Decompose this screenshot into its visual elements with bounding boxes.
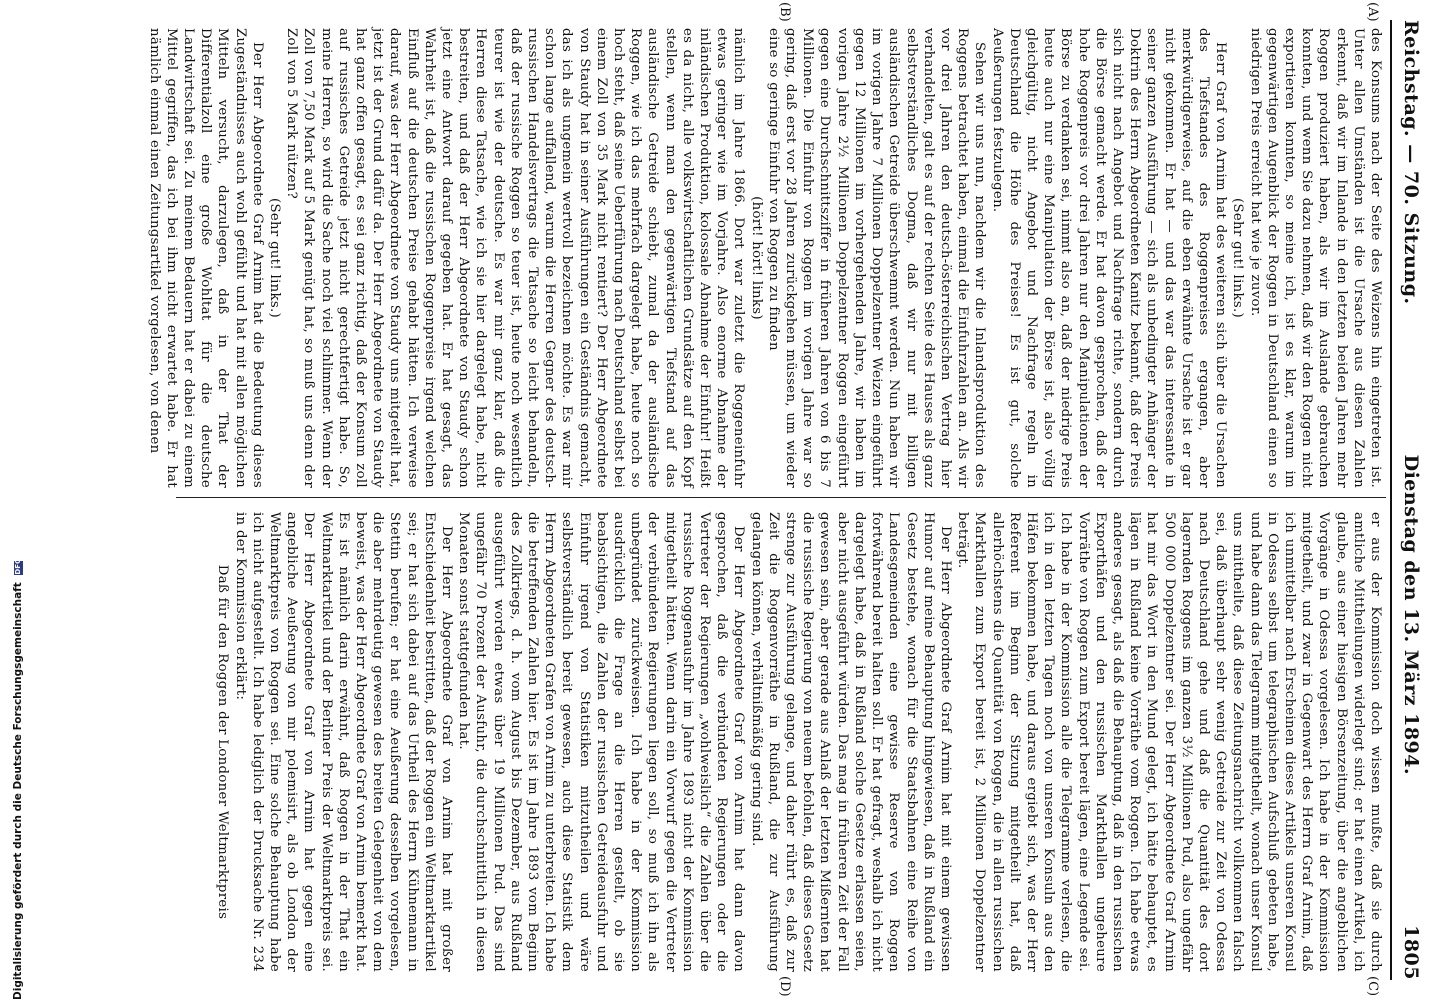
interjection: Daß für den Roggen der Londoner Weltmarktpreis: [215, 564, 231, 920]
interjection: (hört! hört! links): [748, 196, 764, 320]
column-divider: [176, 497, 1386, 498]
paragraph: Der Herr Abgeordnete Graf von Arnim hat mit großer Entschiedenheit bestritten, daß der Roggen ein Weltmarktartikel sei; er hat sich dabei auf das Urtheil des Herrn Kühnemann in Stettin berufen; er hat eine Aeußerung desselben vorgelesen, die aber mehrdeutig gewesen des breiten Gelegenheit von dem beweist, was der Herr Abgeordnete Graf von Arnim bemerkt hat. Es ist nämlich darin erwähnt, daß Roggen in der That ein Weltmarktartikel und der Berliner Preis der Weltmarktpreis sei. Der Herr Abgeordnete Graf von Arnim hat gegen eine angebliche Aeußerung von mir polemisirt, als ob London der Weltmarktpreis von Roggen sei. Eine solche Behauptung habe ich nicht aufgestellt. Ich habe lediglich der Drucksache Nr. 234 in der Kommission erklärt:: [232, 512, 455, 972]
paragraph: nämlich im Jahre 1866. Dort war zuletzt die Roggeneinfuhr etwas geringer wie im Vorjahre. Also enorme Abnahme der inländischen Produktion, kolossale Abnahme der Einfuhr! Heißt es da nicht, alle volkswirtschaftlichen Grundsätze auf den Kopf stellen, wenn man den gegenwärtigen Tiefstand auf das ausländische Getreide schiebt, zumal da der ausländische Roggen, wie ich das mehrfach dargelegt habe, heute noch so hoch steht, daß seine Ueberführung nach Deutschland selbst bei einem Zoll von 35 Mark nicht rentiert? Der Herr Abgeordnete von Staudy hat in seiner Ausführungen ein Geständnis gemacht, das ich als ungemein wertvoll bezeichnen möchte. Es war mir schon lange auffallend, warum die Herren Gegner des deutsch-russischen Handelsvertrags die Tatsache so leicht behandeln, daß der russische Roggen so teuer ist, heute noch wesentlich teurer ist wie der deutsche. Es war mir ganz klar, daß die Herren diese Tatsache, wie ich sie hier dargelegt habe, nicht bestreiten, und daß der Herr Abgeordnete von Staudy schon jetzt eine Antwort darauf gegeben hat. Er hat gesagt, das Wahrheit ist, daß die russischen Roggenpreise irgend welchen Einfluß auf die deutschen Preise gehabt hätten. Ich verweise darauf, was der Herr Abgeordnete von Staudy uns mitgeteilt hat, jetzt ist der Grund dafür da. Der Herr Abgeordnete von Staudy hat ganz offen gesagt, es sei ganz richtig, daß der Konsum zoll auf russisches Getreide jetzt nicht gerechtfertigt habe. So, meine Herren, so wird die Sache noch viel schlimmer. Wenn der Zoll von 7,50 Mark auf 5 Mark genügt hat, so muß uns denn der Zoll von 5 Mark nützen?: [284, 28, 747, 488]
footer-credit-text: Digitalisierung gefördert durch die Deutsche Forschungsgemeinschaft: [12, 582, 24, 1000]
margin-marker-d: (D): [777, 976, 792, 997]
margin-marker-a: (A): [1365, 2, 1380, 22]
paragraph: Herr Graf von Arnim hat des weiteren sich über die Ursachen des Tiefstandes des Roggenpreises ergangen, aber merkwürdigerweise, auf die eben erwähnte Ursache ist er gar nicht gekommen. Er hat — und das war das interessante in seiner ganzen Ausführung — sich als unbedingter Anhänger der Doktrin des Herrn Abgeordneten Kanitz bekannt, daß der Preis sich nicht nach Angebot und Nachfrage richte, sondern durch die Börse gemacht werde. Er hat davon gesprochen, daß der hohe Roggenpreis vor drei Jahren nur den Manipulationen der Börse zu verdanken sei, nimmt also an, daß der niedrige Preis heute auch nur eine Manipulation der Börse ist, also völlig gleichgültig, nicht Angebot und Nachfrage regeln in Deutschland die Höhe des Preises! Es ist gut, solche Aeußerungen festzulegen.: [989, 28, 1229, 488]
header-session: Reichstag. — 70. Sitzung.: [1400, 20, 1422, 305]
page-header: [1396, 20, 1432, 980]
left-column: [145, 28, 1384, 488]
paragraph: Der Herr Abgeordnete Graf Arnim hat die Bedeutung dieses Zugeständnisses auch wohl gefühlt und hat mit allen möglichen Mitteln versucht, darzulegen, daß in der That der Differentialzoll eine große Wohltat für die deutsche Landwirtschaft sei. Zu meinem Bedauern hat er dabei zu einem Mittel gegriffen, das ich bei ihm nicht erwartet habe. Er hat nämlich einmal einen Zeitungsartikel vorgelesen, von denen: [146, 28, 265, 488]
interjection: (Sehr gut! links.): [1230, 197, 1246, 319]
margin-marker-b: (B): [777, 2, 792, 22]
paragraph: des Konsums nach der Seite des Weizens hin eingetreten ist. Unter allen Umständen ist die Ursache aus diesen Zahlen erkennt, daß wir im Inlande in den letzten beiden Jahren mehr Roggen produziert haben, als wir im Auslande gebrauchen konnten, und wenn Sie dazu nehmen, daß wir den Roggen nicht exportieren konnten, so meine ich, ist es klar, warum im gegenwärtigen Augenblick der Roggen in Deutschland einen so niedrigen Preis erreicht hat wie je zuvor.: [1247, 28, 1383, 488]
dfg-logo: DFG: [13, 558, 22, 575]
paragraph: Sehen wir uns nun, nachdem wir die Inlandsproduktion des Roggens betrachtet haben, einmal die Einfuhrzahlen an. Als wir vor drei Jahren den deutsch-österreichischen Vertrag hier verhandelten, galt es auf der rechten Seite des Hauses als ganz selbstverständliches Dogma, daß wir nur mit billigen ausländischen Getreide überschwemmt werden. Nun haben wir im vorigen Jahre 7 Millionen Doppelzentner Weizen eingeführt gegen 12 Millionen im vorhergehenden Jahre, wir haben im vorigen Jahre 2½ Millionen Doppelzentner Roggen eingeführt gegen eine Durchschnittsziffer in früheren Jahren von 6 bis 7 Millionen. Die Einfuhr von Roggen im vorigen Jahre war so gering, daß erst vor 28 Jahren zurückgehen müssen, um wieder eine so geringe Einfuhr von Roggen zu finden: [765, 28, 988, 488]
paragraph: Der Herr Abgeordnete Graf Arnim hat mit einem gewissen Humor auf meine Behauptung hingewiesen, daß in Rußland ein Gesetz bestehe, wonach für die Staatsbahnen eine Reihe von Landesgemeinden eine gewisse Reserve von Roggen fortwährend bereit halten soll. Er hat gefragt, weshalb ich nicht dargelegt habe, daß in Rußland solche Gesetze erlassen seien, aber nicht ausgeführt würden. Das mag in früheren Zeit der Fall gewesen sein, aber gerade aus Anlaß der letzten Mißernten hat die russische Regierung von neuem befohlen, daß dieses Gesetz strenge zur Ausführung gelange, und daher rührt es, daß zur Zeit die Roggenvorräthe in Rußland, die zur Ausführung gelangen können, verhältnißmäßig gering sind.: [748, 512, 953, 972]
interjection: (Sehr gut! links.): [267, 197, 282, 319]
margin-marker-c: (C): [1365, 976, 1380, 997]
header-rule: [1390, 20, 1392, 980]
paragraph: Der Herr Abgeordnete Graf von Arnim hat dann davon gesprochen, daß die verbündeten Regierungen oder die Vertreter der Regierungen „wohlweislich“ die Zahlen über die russische Roggenausfuhr im Jahre 1893 nicht der Kommission mitgetheilt hätten. Wenn darin ein Vorwurf gegen die Vertreter der verbündeten Regierungen liegen soll, so muß ich ihn als unbegründet zurückweisen. Ich habe in der Kommission ausdrücklich die Frage an die Herren gestellt, ob sie beabsichtigen, die Zahlen der russischen Getreideausfuhr und Einfuhr irgend von Statistiken mitzutheilen und wäre selbstverständlich bereit gewesen, auch diese Statistik dem Herrn Abgeordneten Grafen von Arnim zu unterbreiten. Ich habe die betreffenden Zahlen hier. Es ist im Jahre 1893 vom Beginn des Zollkriegs, d. h. vom August bis Dezember, aus Rußland ausgeführt worden etwas über 19 Millionen Pud. Das sind ungefähr 70 Prozent der Ausfuhr, die durchschnittlich in diesen Monaten sonst stattgefunden hat.: [456, 512, 747, 972]
rotated-page: [32, 0, 1432, 1000]
right-column: [214, 512, 1384, 972]
header-page-number: 1805: [1400, 925, 1422, 980]
header-date: Dienstag den 13. März 1894.: [1400, 454, 1422, 776]
footer-credit: [12, 558, 24, 1000]
paragraph: er aus der Kommission doch wissen mußte, daß sie durch amtliche Mittheilungen widerlegt sind; er hat einen Artikel, ich glaube, aus einer hiesigen Börsenzeitung, über die angeblichen Vorgänge in Odessa vorgelesen. Ich habe in der Kommission mitgetheilt, und zwar in Gegenwart des Herrn Graf Arnim, daß ich unmittelbar nach Erscheinen dieses Artikels unseren Konsul in Odessa selbst um telegraphischen Aufschluß gebeten habe, und habe dann das Telegramm mitgetheilt, wonach unser Konsul uns mittheilte, daß diese Zeitungsnachricht vollkommen falsch sei, daß überhaupt sehr wenig Getreide zur Zeit von Odessa nach Deutschland gehe und daß die Quantität des dort lagernden Roggens im ganzen 3½ Millionen Pud, also ungefähr 500 000 Doppelzentner sei. Der Herr Abgeordnete Graf Arnim hat mir das Wort in den Mund gelegt, ich hätte behauptet, es lägen in Rußland keine Vorräthe vom Roggen. Ich habe etwas anderes gesagt, als daß die Behauptung, daß in den russischen Exporthäfen und den russischen Markthallen ungeheure Vorräthe von Roggen zum Export bereit lägen, eine Legende sei. Ich habe in der Kommission alle die Telegramme verlesen, die ich in den letzten Tagen noch von unseren Konsuln aus den Häfen bekommen habe, und daraus ergiebt sich, was der Herr Referent im Beginn der Sitzung mitgetheilt hat, daß allerhöchstens die Quantität von Roggen, die in allen russischen Markthallen zum Export bereit ist, 2 Millionen Doppelzentner beträgt.: [955, 512, 1383, 972]
